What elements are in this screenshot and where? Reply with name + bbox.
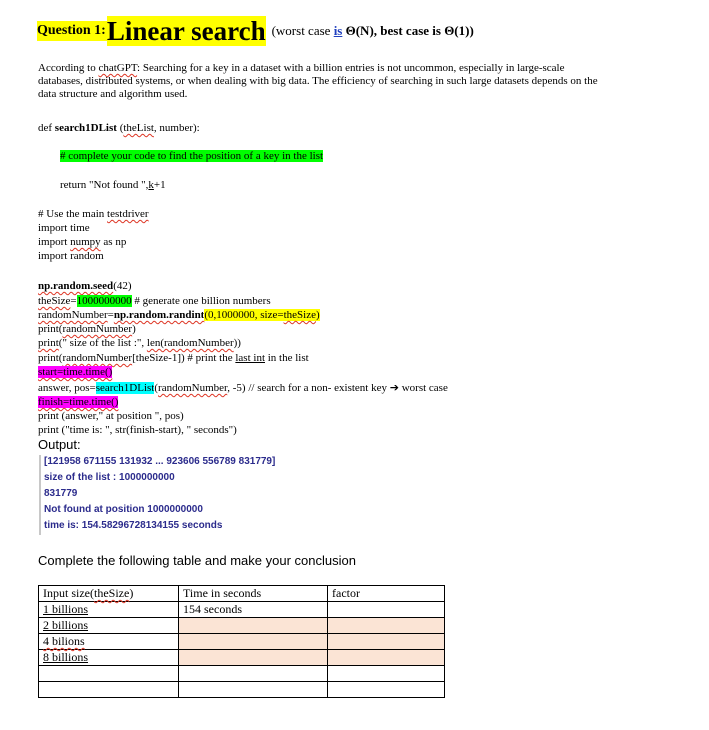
output-line-5: time is: 154.58296728134155 seconds [44,520,223,531]
cell-factor[interactable] [328,682,445,698]
code-print-size: print(" size of the list :", len(randomNumber)) [38,337,241,349]
output-line-4: Not found at position 1000000000 [44,504,203,515]
header-input-size: Input size(theSize) [39,586,179,602]
code-answer-line: answer, pos=search1DList(randomNumber, -5) // search for a non- existent key ➔ worst case [38,381,448,394]
code-import-time: import time [38,222,90,234]
cell-factor[interactable] [328,650,445,666]
cell-time[interactable] [179,682,328,698]
table-row [39,666,445,682]
code-seed-line: np.random.seed(42) [38,280,132,292]
cell-time[interactable] [179,618,328,634]
output-box [39,455,341,535]
code-def-line: def search1DList (theList, number): [38,122,200,134]
table-row [39,618,445,634]
code-import-random: import random [38,250,104,262]
table-row [39,650,445,666]
code-print-time: print ("time is: ", str(finish-start), " seconds") [38,424,237,436]
cell-factor[interactable] [328,666,445,682]
output-label: Output: [38,437,81,452]
cell-time[interactable] [179,650,328,666]
intro-line-2: databases, distributed systems, or when dealing with big data. The efficiency of searching in such large datasets depends on the [38,75,598,87]
cell-size[interactable]: 2 billions [39,618,179,634]
header-time: Time in seconds [179,586,328,602]
cell-size[interactable]: 4 bilions [39,634,179,650]
table-header-row [39,586,445,602]
code-use-driver: # Use the main testdriver [38,208,149,220]
code-comment-complete: # complete your code to find the position of a key in the list [60,150,324,162]
question-header [37,16,474,46]
code-size-line: theSize=1000000000 # generate one billion numbers [38,295,271,307]
question-label: Question 1: [37,21,107,41]
cell-size[interactable] [39,682,179,698]
output-line-2: size of the list : 1000000000 [44,472,175,483]
table-row [39,682,445,698]
cell-size[interactable] [39,666,179,682]
code-print-random: print(randomNumber) [38,323,136,335]
instruction-text: Complete the following table and make your conclusion [38,553,356,568]
results-table [38,585,445,698]
table-row [39,634,445,650]
cell-time[interactable]: 154 seconds [179,602,328,618]
code-return-line: return "Not found ",k+1 [60,179,166,191]
code-random-line: randomNumber=np.random.randint(0,1000000, size=theSize) [38,309,320,321]
header-factor: factor [328,586,445,602]
complexity-note: (worst case is Θ(N), best case is Θ(1)) [271,23,474,38]
code-import-numpy: import numpy as np [38,236,127,248]
code-print-answer: print (answer," at position ", pos) [38,410,184,422]
cell-factor[interactable] [328,602,445,618]
cell-factor[interactable] [328,618,445,634]
output-line-3: 831779 [44,488,78,499]
intro-line-3: data structure and algorithm used. [38,88,188,100]
code-finish-line: finish=time.time() [38,396,119,408]
cell-time[interactable] [179,666,328,682]
output-line-1: [121958 671155 131932 ... 923606 556789 831779] [44,456,276,467]
question-title: Linear search [106,16,266,46]
arrow-right-icon: ➔ [389,381,399,394]
code-start-line: start=time.time() [38,366,113,378]
table-row [39,602,445,618]
cell-factor[interactable] [328,634,445,650]
cell-time[interactable] [179,634,328,650]
intro-line-1: According to chatGPT: Searching for a key in a dataset with a billion entries is not uncommon, especially in large-scale [38,62,565,74]
code-print-last: print(randomNumber[theSize-1]) # print the last int in the list [38,352,309,364]
cell-size[interactable]: 1 billions [39,602,179,618]
cell-size[interactable]: 8 billions [39,650,179,666]
